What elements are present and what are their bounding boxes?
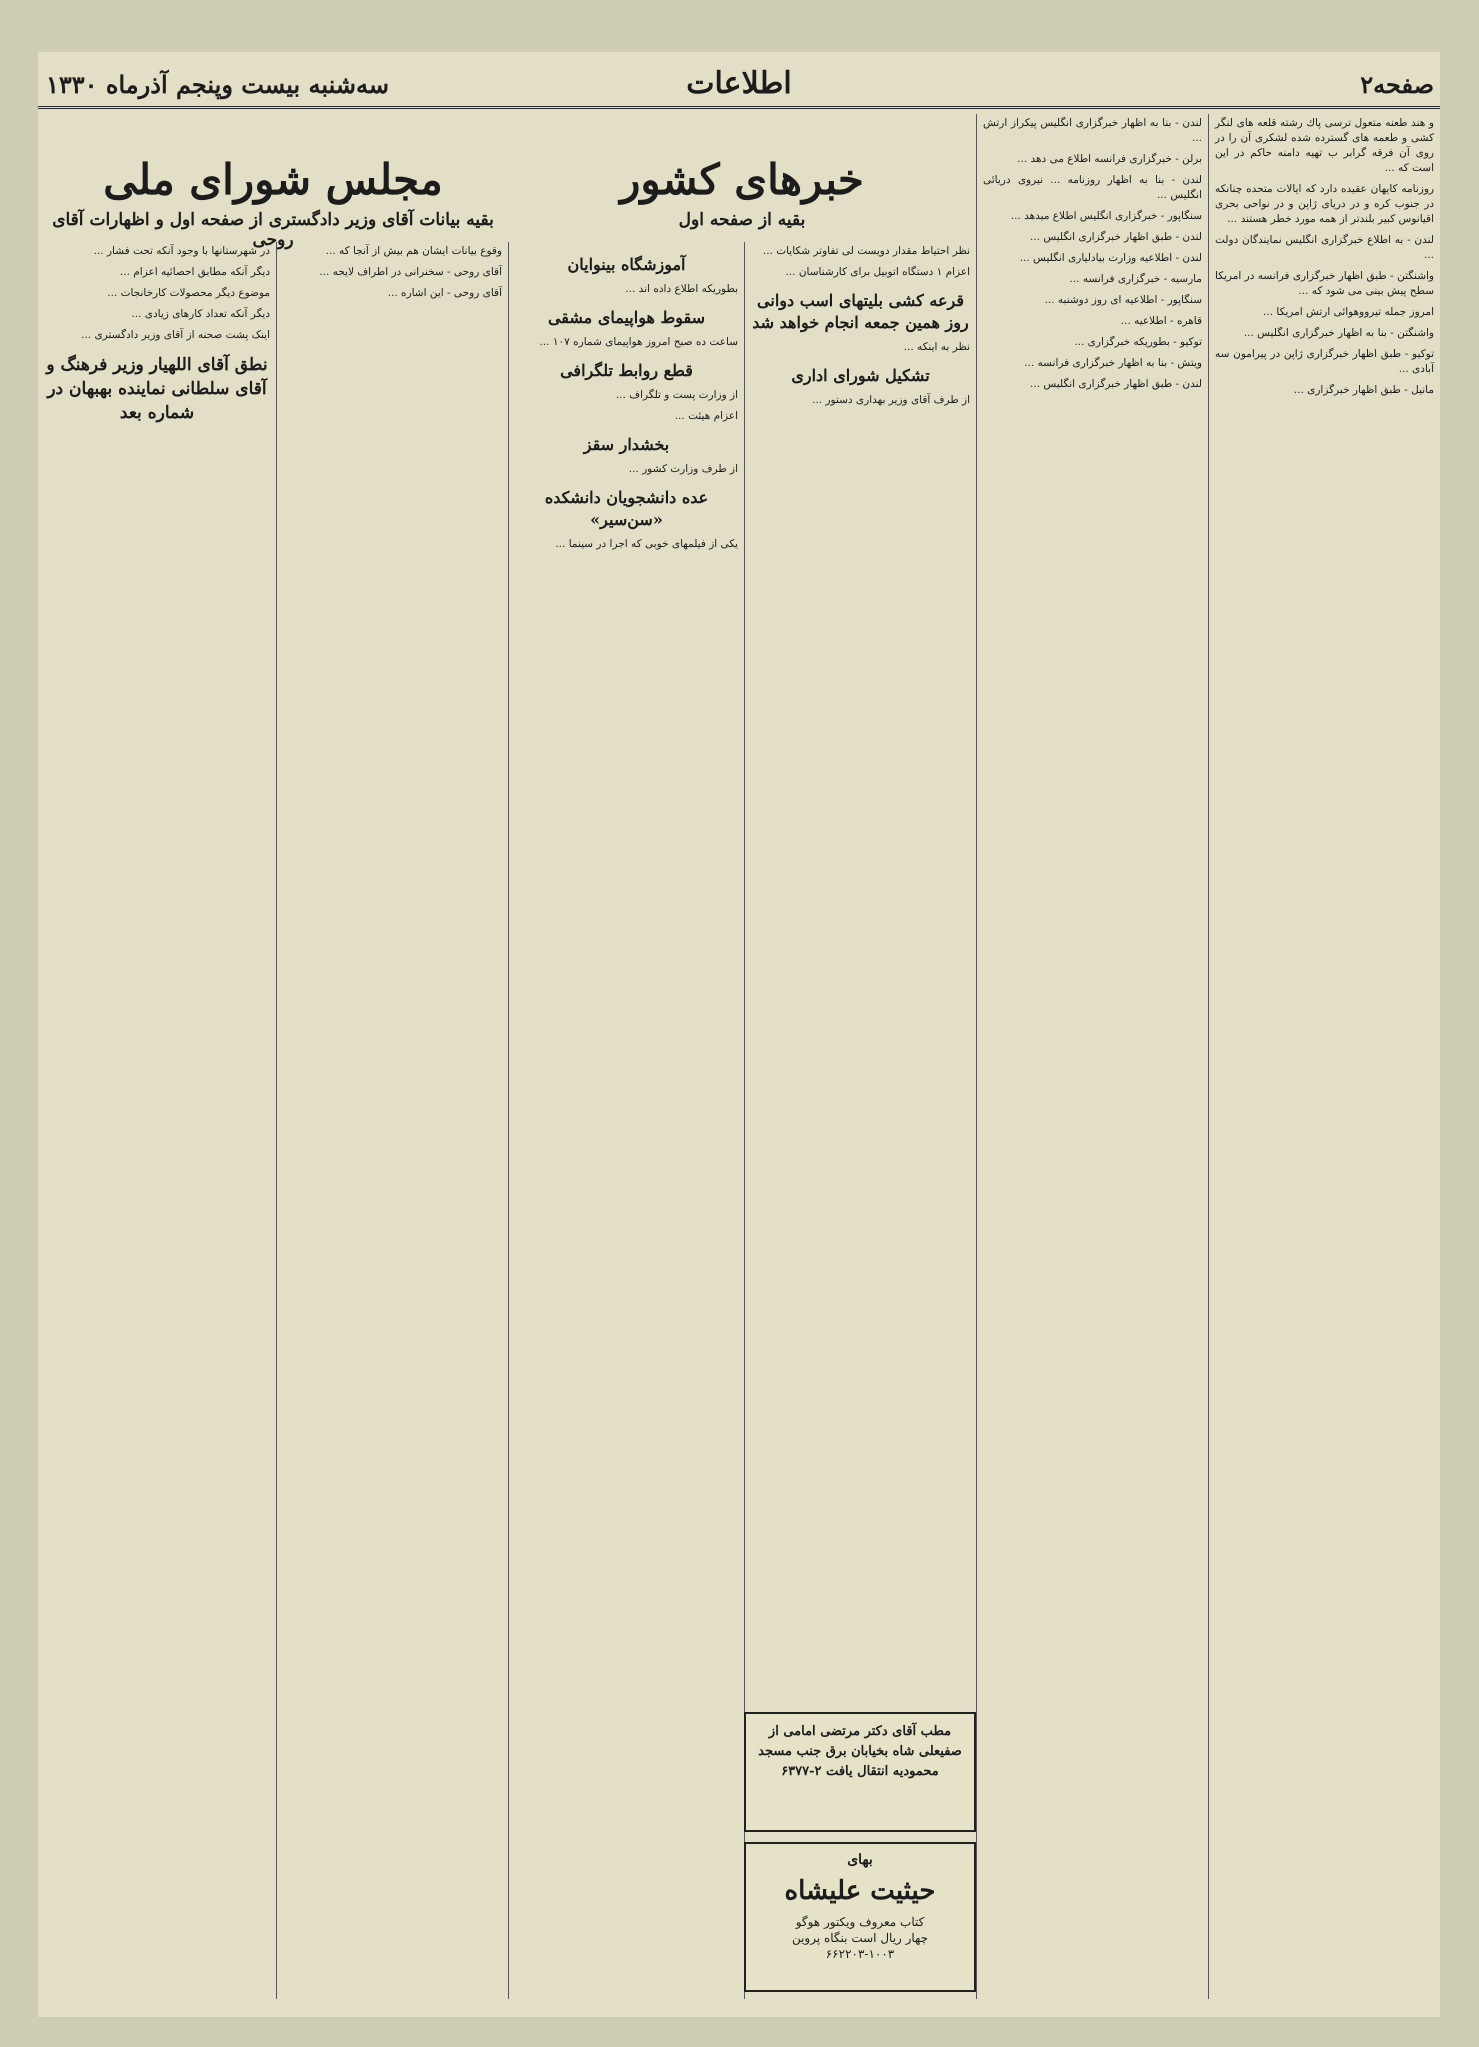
column-5 bbox=[276, 242, 508, 1999]
article-paragraph: از طرف وزارت کشور ... bbox=[628, 463, 738, 475]
article-paragraph: سنگاپور - اطلاعیه ای روز دوشنبه ... bbox=[1044, 294, 1202, 306]
book-ad-title: حیثیت علیشاه bbox=[784, 1876, 936, 1906]
article-paragraph: لندن - طبق اظهار خبرگزاری انگلیس ... bbox=[1030, 378, 1202, 390]
article-paragraph: لندن - بنا به اظهار خبرگزاری انگلیس پیکراز ارتش ... bbox=[983, 117, 1202, 144]
majlis-subtitle: بقیه بیانات آقای وزیر دادگستری از صفحه اول و اظهارات آقای روحی bbox=[52, 210, 494, 250]
article-paragraph: سنگاپور - خبرگزاری انگلیس اطلاع میدهد ... bbox=[1010, 210, 1202, 222]
article-paragraph: توکیو - بطوریکه خبرگزاری ... bbox=[1074, 336, 1202, 348]
newspaper-page bbox=[38, 52, 1440, 2017]
article-paragraph: اعزام هیئت ... bbox=[674, 410, 738, 422]
khabar-headline-block bbox=[508, 114, 976, 242]
column-4 bbox=[508, 242, 744, 1999]
article-paragraph: واشنگتن - طبق اظهار خبرگزاری فرانسه در امریکا سطح پیش بینی می شود که ... bbox=[1215, 270, 1434, 297]
article-paragraph: یکی از فیلمهای خوبی که اجرا در سینما ... bbox=[555, 538, 738, 550]
article-paragraph: لندن - اطلاعیه وزارت بیادلیاری انگلیس ... bbox=[1019, 252, 1202, 264]
book-ad bbox=[744, 1842, 976, 1992]
article-paragraph: دیگر آنکه مطابق احصائیه اعزام ... bbox=[119, 266, 270, 278]
article-paragraph: لندن - بنا به اظهار روزنامه ... نیروی دریائی انگلیس ... bbox=[983, 174, 1202, 201]
section-heading: تشکیل شورای اداری bbox=[791, 366, 930, 385]
article-paragraph: آقای روحی - این اشاره ... bbox=[387, 287, 502, 299]
article-paragraph: توکیو - طبق اظهار خبرگزاری ژاپن در پیرامون سه آبادی ... bbox=[1215, 348, 1434, 375]
article-paragraph: نظر احتیاط مقدار دویست لی تفاوتر شکایات ... bbox=[762, 245, 970, 257]
article-paragraph: موضوع دیگر محصولات کارخانجات ... bbox=[107, 287, 270, 299]
article-paragraph: وقوع بیانات ایشان هم بیش از آنجا که ... bbox=[325, 245, 502, 257]
column-1 bbox=[1208, 114, 1440, 1999]
issue-date: سه‌شنبه بیست وپنجم آذرماه ۱۳۳۰ bbox=[46, 70, 389, 99]
article-paragraph: از وزارت پست و تلگراف ... bbox=[615, 389, 738, 401]
paper-name: اطلاعات bbox=[686, 66, 792, 101]
clinic-notice-text: مطب آقای دکتر مرتضی امامی از صفیعلی شاه بخیابان برق جنب مسجد محمودیه انتقال یافت ۲-۶۳۷۷ bbox=[758, 1724, 962, 1779]
masthead bbox=[38, 64, 1440, 109]
article-paragraph: و هند طعنه متعول ترسی پاك رشته قلعه های لنگر کشی و طعمه های گسترده شده لشکری آن را در روی آن فرقه گرابر ب تهیه دامنه حاکم در این است که ... bbox=[1215, 117, 1434, 174]
article-paragraph: لندن - طبق اظهار خبرگزاری انگلیس ... bbox=[1030, 231, 1202, 243]
article-paragraph: مانیل - طبق اظهار خبرگزاری ... bbox=[1293, 384, 1434, 396]
article-paragraph: روزنامه کایهان عقیده دارد که ایالات متحده چنانکه در جنوب کره و در دریای ژاپن و در نواحی بحری اقیانوس کبیر بلندتر از همه مورد خطر هستند ... bbox=[1215, 183, 1434, 225]
column-6 bbox=[38, 242, 276, 1999]
clinic-notice-ad bbox=[744, 1712, 976, 1832]
section-heading: آموزشگاه بینوایان bbox=[567, 255, 686, 274]
article-paragraph: آقای روحی - سخنرانی در اطراف لایحه ... bbox=[319, 266, 502, 278]
article-paragraph: دیگر آنکه تعداد کارهای زیادی ... bbox=[131, 308, 270, 320]
article-paragraph: برلن - خبرگزاری فرانسه اطلاع می دهد ... bbox=[1017, 153, 1202, 165]
book-ad-price-label: بهای bbox=[847, 1852, 873, 1868]
article-paragraph: اینک پشت صحنه از آقای وزیر دادگستری ... bbox=[81, 329, 270, 341]
section-heading: سقوط هواپیمای مشقی bbox=[547, 308, 706, 327]
article-paragraph: نظر به اینکه ... bbox=[903, 341, 970, 353]
article-paragraph: امروز جمله تیرووهوائی ارتش امریکا ... bbox=[1263, 306, 1434, 318]
majlis-headline-block bbox=[38, 114, 508, 250]
khabar-subtitle: بقیه از صفحه اول bbox=[678, 210, 806, 230]
article-paragraph: بطوریکه اطلاع داده اند ... bbox=[625, 283, 738, 295]
article-paragraph: ساعت ده صبح امروز هواپیمای شماره ۱۰۷ ... bbox=[539, 336, 738, 348]
article-paragraph: ویتش - بنا به اظهار خبرگزاری فرانسه ... bbox=[1024, 357, 1202, 369]
article-paragraph: واشنگتن - بنا به اظهار خبرگزاری انگلیس ... bbox=[1243, 327, 1434, 339]
article-paragraph: مارسیه - خبرگزاری فرانسه ... bbox=[1069, 273, 1202, 285]
book-ad-price: چهار ریال است بنگاه پروین ۱۰۰۳-۶۶۲۲۰۳ bbox=[791, 1931, 929, 1961]
section-heading: قرعه کشی بلیتهای اسب دوانی روز همین جمعه انجام خواهد شد bbox=[752, 291, 969, 332]
column-2 bbox=[976, 114, 1208, 1999]
article-paragraph: اعزام ۱ دستگاه اتوبیل برای کارشناسان ... bbox=[785, 266, 970, 278]
article-paragraph: از طرف آقای وزیر بهداری دستور ... bbox=[812, 394, 970, 406]
article-paragraph: لندن - به اطلاع خبرگزاری انگلیس نمایندگان دولت ... bbox=[1215, 234, 1434, 261]
khabar-title: خبرهای کشور bbox=[620, 155, 864, 204]
article-paragraph: قاهره - اطلاعیه ... bbox=[1120, 315, 1202, 327]
continued-notice: نطق آقای اللهیار وزیر فرهنگ و آقای سلطانی نماینده بهبهان در شماره بعد bbox=[46, 355, 268, 423]
article-paragraph: در شهرستانها با وجود آنکه تحت فشار ... bbox=[93, 245, 270, 257]
book-ad-author: کتاب معروف ویکتور هوگو bbox=[795, 1915, 925, 1929]
majlis-title: مجلس شورای ملی bbox=[103, 155, 443, 204]
section-heading: بخشدار سقز bbox=[583, 435, 670, 454]
page-number: صفحه۲ bbox=[1360, 70, 1434, 99]
section-heading: عده دانشجویان دانشکده «سن‌سیر» bbox=[544, 488, 709, 529]
section-heading: قطع روابط تلگرافی bbox=[560, 361, 693, 380]
